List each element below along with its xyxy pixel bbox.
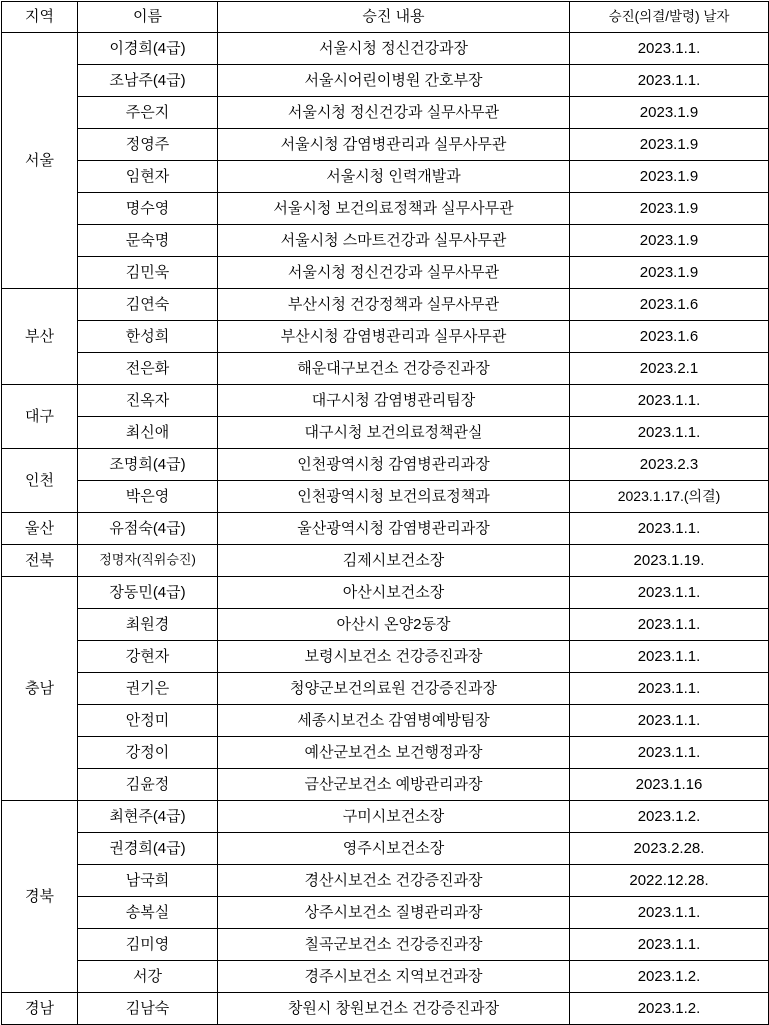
name-cell: 장동민(4급) bbox=[78, 577, 218, 609]
date-cell: 2023.1.9 bbox=[570, 97, 769, 129]
table-row bbox=[2, 929, 769, 961]
table-row bbox=[2, 737, 769, 769]
detail-cell: 서울시청 감염병관리과 실무사무관 bbox=[218, 129, 570, 161]
name-cell: 명수영 bbox=[78, 193, 218, 225]
date-cell: 2022.12.28. bbox=[570, 865, 769, 897]
table-row bbox=[2, 993, 769, 1025]
table-row bbox=[2, 513, 769, 545]
date-cell: 2023.1.1. bbox=[570, 673, 769, 705]
table-row bbox=[2, 289, 769, 321]
table-header-row bbox=[2, 2, 769, 33]
date-cell: 2023.1.1. bbox=[570, 641, 769, 673]
name-cell: 임현자 bbox=[78, 161, 218, 193]
date-cell: 2023.1.1. bbox=[570, 705, 769, 737]
detail-cell: 서울시청 인력개발과 bbox=[218, 161, 570, 193]
table-row bbox=[2, 33, 769, 65]
region-cell: 울산 bbox=[2, 513, 78, 545]
date-cell: 2023.1.1. bbox=[570, 609, 769, 641]
detail-cell: 세종시보건소 감염병예방팀장 bbox=[218, 705, 570, 737]
table-row bbox=[2, 321, 769, 353]
name-cell: 조남주(4급) bbox=[78, 65, 218, 97]
name-cell: 김미영 bbox=[78, 929, 218, 961]
table-row bbox=[2, 609, 769, 641]
table-row bbox=[2, 225, 769, 257]
table-row bbox=[2, 65, 769, 97]
detail-cell: 김제시보건소장 bbox=[218, 545, 570, 577]
table-row bbox=[2, 545, 769, 577]
date-cell: 2023.1.16 bbox=[570, 769, 769, 801]
date-cell: 2023.1.1. bbox=[570, 385, 769, 417]
region-cell: 경남 bbox=[2, 993, 78, 1025]
table-row bbox=[2, 705, 769, 737]
date-cell: 2023.2.3 bbox=[570, 449, 769, 481]
detail-cell: 서울시어린이병원 간호부장 bbox=[218, 65, 570, 97]
detail-cell: 대구시청 보건의료정책관실 bbox=[218, 417, 570, 449]
column-header-date: 승진(의결/발령) 날자 bbox=[570, 2, 769, 33]
table-row bbox=[2, 961, 769, 993]
date-cell: 2023.1.2. bbox=[570, 961, 769, 993]
table-row bbox=[2, 481, 769, 513]
table-header bbox=[2, 2, 769, 33]
table-row bbox=[2, 897, 769, 929]
name-cell: 김연숙 bbox=[78, 289, 218, 321]
table-row bbox=[2, 769, 769, 801]
detail-cell: 울산광역시청 감염병관리과장 bbox=[218, 513, 570, 545]
column-header-name: 이름 bbox=[78, 2, 218, 33]
name-cell: 최신애 bbox=[78, 417, 218, 449]
date-cell: 2023.1.9 bbox=[570, 257, 769, 289]
table-row bbox=[2, 257, 769, 289]
name-cell: 서강 bbox=[78, 961, 218, 993]
name-cell: 이경희(4급) bbox=[78, 33, 218, 65]
detail-cell: 창원시 창원보건소 건강증진과장 bbox=[218, 993, 570, 1025]
table-row bbox=[2, 385, 769, 417]
region-cell: 인천 bbox=[2, 449, 78, 513]
column-header-region: 지역 bbox=[2, 2, 78, 33]
name-cell: 김윤정 bbox=[78, 769, 218, 801]
region-cell: 서울 bbox=[2, 33, 78, 289]
name-cell: 권경희(4급) bbox=[78, 833, 218, 865]
detail-cell: 서울시청 정신건강과 실무사무관 bbox=[218, 257, 570, 289]
name-cell: 남국희 bbox=[78, 865, 218, 897]
name-cell: 박은영 bbox=[78, 481, 218, 513]
detail-cell: 구미시보건소장 bbox=[218, 801, 570, 833]
table-row bbox=[2, 833, 769, 865]
table-row bbox=[2, 353, 769, 385]
region-cell: 경북 bbox=[2, 801, 78, 993]
name-cell: 송복실 bbox=[78, 897, 218, 929]
detail-cell: 영주시보건소장 bbox=[218, 833, 570, 865]
detail-cell: 대구시청 감염병관리팀장 bbox=[218, 385, 570, 417]
region-cell: 부산 bbox=[2, 289, 78, 385]
detail-cell: 서울시청 스마트건강과 실무사무관 bbox=[218, 225, 570, 257]
date-cell: 2023.1.9 bbox=[570, 193, 769, 225]
detail-cell: 금산군보건소 예방관리과장 bbox=[218, 769, 570, 801]
region-cell: 대구 bbox=[2, 385, 78, 449]
column-header-detail: 승진 내용 bbox=[218, 2, 570, 33]
name-cell: 정명자(직위승진) bbox=[78, 545, 218, 577]
detail-cell: 아산시 온양2동장 bbox=[218, 609, 570, 641]
region-cell: 전북 bbox=[2, 545, 78, 577]
detail-cell: 해운대구보건소 건강증진과장 bbox=[218, 353, 570, 385]
table-row bbox=[2, 865, 769, 897]
detail-cell: 보령시보건소 건강증진과장 bbox=[218, 641, 570, 673]
name-cell: 김민욱 bbox=[78, 257, 218, 289]
detail-cell: 예산군보건소 보건행정과장 bbox=[218, 737, 570, 769]
table-row bbox=[2, 97, 769, 129]
table-row bbox=[2, 129, 769, 161]
region-cell: 충남 bbox=[2, 577, 78, 801]
table-body bbox=[2, 33, 769, 1025]
date-cell: 2023.1.2. bbox=[570, 993, 769, 1025]
detail-cell: 청양군보건의료원 건강증진과장 bbox=[218, 673, 570, 705]
name-cell: 최현주(4급) bbox=[78, 801, 218, 833]
detail-cell: 칠곡군보건소 건강증진과장 bbox=[218, 929, 570, 961]
detail-cell: 인천광역시청 감염병관리과장 bbox=[218, 449, 570, 481]
name-cell: 권기은 bbox=[78, 673, 218, 705]
name-cell: 유점숙(4급) bbox=[78, 513, 218, 545]
date-cell: 2023.1.9 bbox=[570, 129, 769, 161]
date-cell: 2023.1.1. bbox=[570, 513, 769, 545]
name-cell: 조명희(4급) bbox=[78, 449, 218, 481]
date-cell: 2023.1.6 bbox=[570, 289, 769, 321]
date-cell: 2023.1.1. bbox=[570, 417, 769, 449]
date-cell: 2023.1.19. bbox=[570, 545, 769, 577]
table-row bbox=[2, 417, 769, 449]
detail-cell: 경산시보건소 건강증진과장 bbox=[218, 865, 570, 897]
table-row bbox=[2, 161, 769, 193]
name-cell: 문숙명 bbox=[78, 225, 218, 257]
table-row bbox=[2, 673, 769, 705]
table-row bbox=[2, 577, 769, 609]
date-cell: 2023.1.2. bbox=[570, 801, 769, 833]
date-cell: 2023.1.9 bbox=[570, 161, 769, 193]
date-cell: 2023.1.6 bbox=[570, 321, 769, 353]
table-row bbox=[2, 801, 769, 833]
date-cell: 2023.1.1. bbox=[570, 577, 769, 609]
detail-cell: 아산시보건소장 bbox=[218, 577, 570, 609]
name-cell: 전은화 bbox=[78, 353, 218, 385]
date-cell: 2023.2.1 bbox=[570, 353, 769, 385]
date-cell: 2023.2.28. bbox=[570, 833, 769, 865]
detail-cell: 부산시청 건강정책과 실무사무관 bbox=[218, 289, 570, 321]
promotion-table-sheet bbox=[0, 1, 769, 1017]
table-row bbox=[2, 641, 769, 673]
name-cell: 한성희 bbox=[78, 321, 218, 353]
table-row bbox=[2, 449, 769, 481]
date-cell: 2023.1.1. bbox=[570, 737, 769, 769]
table-row bbox=[2, 193, 769, 225]
name-cell: 강현자 bbox=[78, 641, 218, 673]
date-cell: 2023.1.1. bbox=[570, 929, 769, 961]
date-cell: 2023.1.17.(의결) bbox=[570, 481, 769, 513]
name-cell: 안정미 bbox=[78, 705, 218, 737]
detail-cell: 서울시청 정신건강과장 bbox=[218, 33, 570, 65]
name-cell: 주은지 bbox=[78, 97, 218, 129]
name-cell: 최원경 bbox=[78, 609, 218, 641]
date-cell: 2023.1.1. bbox=[570, 65, 769, 97]
promotion-table bbox=[1, 1, 769, 1025]
date-cell: 2023.1.1. bbox=[570, 33, 769, 65]
name-cell: 김남숙 bbox=[78, 993, 218, 1025]
date-cell: 2023.1.1. bbox=[570, 897, 769, 929]
name-cell: 강정이 bbox=[78, 737, 218, 769]
name-cell: 정영주 bbox=[78, 129, 218, 161]
detail-cell: 상주시보건소 질병관리과장 bbox=[218, 897, 570, 929]
date-cell: 2023.1.9 bbox=[570, 225, 769, 257]
name-cell: 진옥자 bbox=[78, 385, 218, 417]
detail-cell: 서울시청 보건의료정책과 실무사무관 bbox=[218, 193, 570, 225]
detail-cell: 경주시보건소 지역보건과장 bbox=[218, 961, 570, 993]
detail-cell: 서울시청 정신건강과 실무사무관 bbox=[218, 97, 570, 129]
detail-cell: 부산시청 감염병관리과 실무사무관 bbox=[218, 321, 570, 353]
detail-cell: 인천광역시청 보건의료정책과 bbox=[218, 481, 570, 513]
